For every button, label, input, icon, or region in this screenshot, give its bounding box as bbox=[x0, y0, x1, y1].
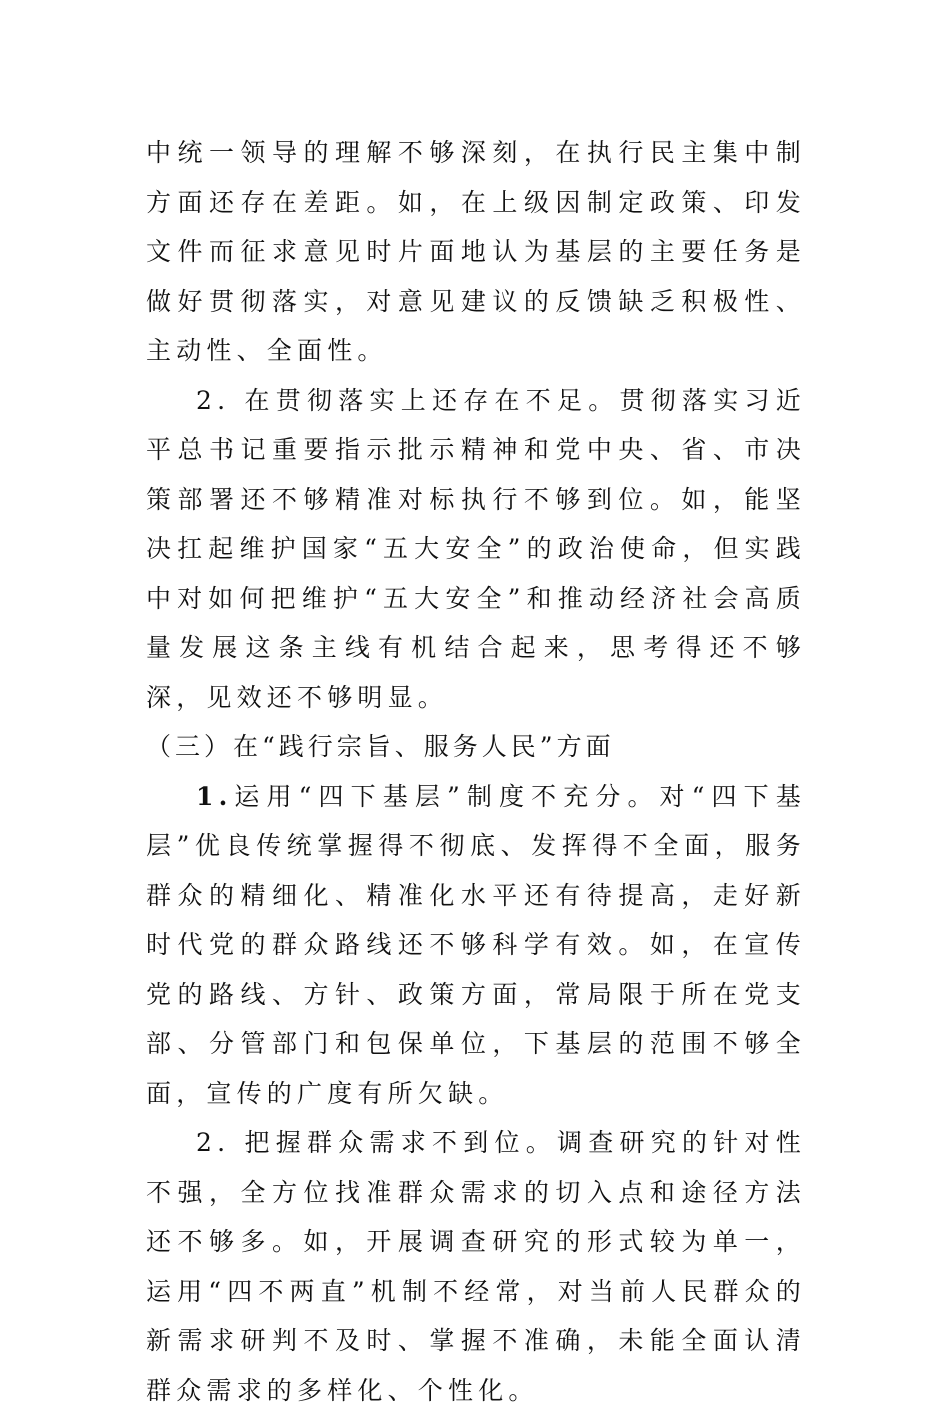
section-heading-serve-people: （三）在“践行宗旨、服务人民”方面 bbox=[146, 732, 615, 761]
paragraph-implementation-shortcomings: 2. 在贯彻落实上还存在不足。贯彻落实习近平总书记重要指示批示精神和党中央、省、市决策部署还不够精准对标执行不够到位。如，能坚决扛起维护国家“五大安全”的政治使命，但实践中对如何把维护“五大安全”和推动经济社会高质量发展这条主线有机结合起来，思考得还不够深，见效还不够明显。 bbox=[146, 385, 806, 712]
paragraph-four-down-text: 运用“四下基层”制度不充分。对“四下基层”优良传统掌握得不彻底、发挥得不全面，服务群众的精细化、精准化水平还有待提高，走好新时代党的群众路线还不够科学有效。如，在宣传党的路线、方针、政策方面，常局限于所在党支部、分管部门和包保单位，下基层的范围不够全面，宣传的广度有所欠缺。 bbox=[146, 781, 806, 1108]
paragraph-continuation: 中统一领导的理解不够深刻，在执行民主集中制方面还存在差距。如，在上级因制定政策、印发文件而征求意见时片面地认为基层的主要任务是做好贯彻落实，对意见建议的反馈缺乏积极性、主动性、全面性。 bbox=[146, 138, 806, 365]
document-body bbox=[146, 128, 806, 1415]
item-number-label: 1. bbox=[196, 781, 233, 811]
paragraph-mass-needs: 2. 把握群众需求不到位。调查研究的针对性不强，全方位找准群众需求的切入点和途径方法还不够多。如，开展调查研究的形式较为单一，运用“四不两直”机制不经常，对当前人民群众的新需求研判不及时、掌握不准确，未能全面认清群众需求的多样化、个性化。 bbox=[146, 1128, 806, 1405]
paragraph-four-down-system bbox=[146, 772, 806, 1119]
